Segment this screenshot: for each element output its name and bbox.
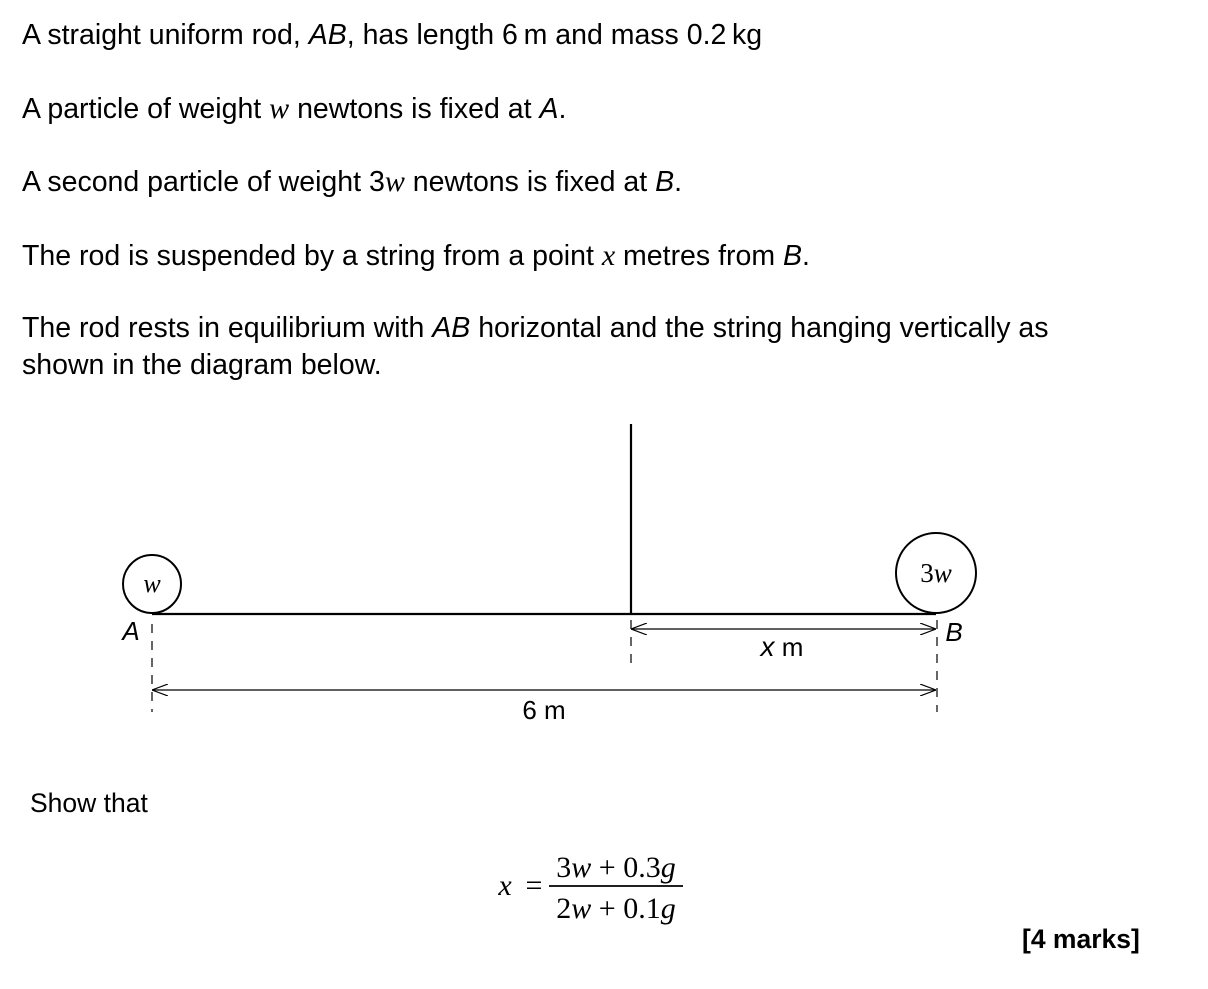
variable-x: x xyxy=(601,239,616,272)
rod-label: AB xyxy=(432,312,471,344)
text: A straight uniform rod, xyxy=(22,19,309,51)
text: . xyxy=(674,166,683,198)
coefficient: 3 xyxy=(556,851,572,884)
coefficient: 3 xyxy=(920,558,934,588)
variable-w: w xyxy=(571,892,592,925)
text: The rod is suspended by a string from a point xyxy=(22,240,602,272)
formula-numerator xyxy=(556,851,675,884)
text: , has length 6 m and mass 0.2 kg xyxy=(346,19,763,51)
text: The rod rests in equilibrium with xyxy=(22,312,433,344)
variable-g: g xyxy=(660,892,676,925)
dimension-6m-label: 6 m xyxy=(522,695,566,725)
variable-g: g xyxy=(660,851,676,884)
dimension-x-label xyxy=(759,631,804,662)
text: horizontal and the string hanging vertically as xyxy=(470,312,1049,344)
variable-w: w xyxy=(269,92,290,125)
point-label: B xyxy=(655,166,675,198)
formula-lhs: x xyxy=(498,869,512,902)
text: A second particle of weight 3 xyxy=(22,166,385,198)
text: newtons is fixed at xyxy=(289,93,540,125)
point-label: B xyxy=(783,240,803,272)
rod-label: AB xyxy=(308,19,347,51)
text: . xyxy=(558,93,567,125)
term: + 0.1 xyxy=(591,892,661,925)
particle-w-label: w xyxy=(143,569,161,598)
text: newtons is fixed at xyxy=(404,166,656,198)
point-label: A xyxy=(539,93,559,125)
text: . xyxy=(802,240,810,272)
term: + 0.3 xyxy=(591,851,661,884)
formula-denominator xyxy=(556,892,675,925)
variable-w: w xyxy=(384,165,405,198)
text: shown in the diagram below. xyxy=(22,349,382,381)
show-that-label: Show that xyxy=(30,788,148,818)
marks-label: [4 marks] xyxy=(1022,924,1140,954)
particle-3w-label xyxy=(920,558,952,588)
variable-x: x xyxy=(760,631,775,662)
variable-w: w xyxy=(571,851,592,884)
text: A particle of weight xyxy=(22,93,270,125)
coefficient: 2 xyxy=(556,892,572,925)
variable-w: w xyxy=(933,558,952,588)
text: metres from xyxy=(615,240,783,272)
point-a-label: A xyxy=(122,616,140,646)
formula-equals: = xyxy=(525,869,543,902)
unit: m xyxy=(774,632,804,662)
point-b-label: B xyxy=(945,617,963,647)
